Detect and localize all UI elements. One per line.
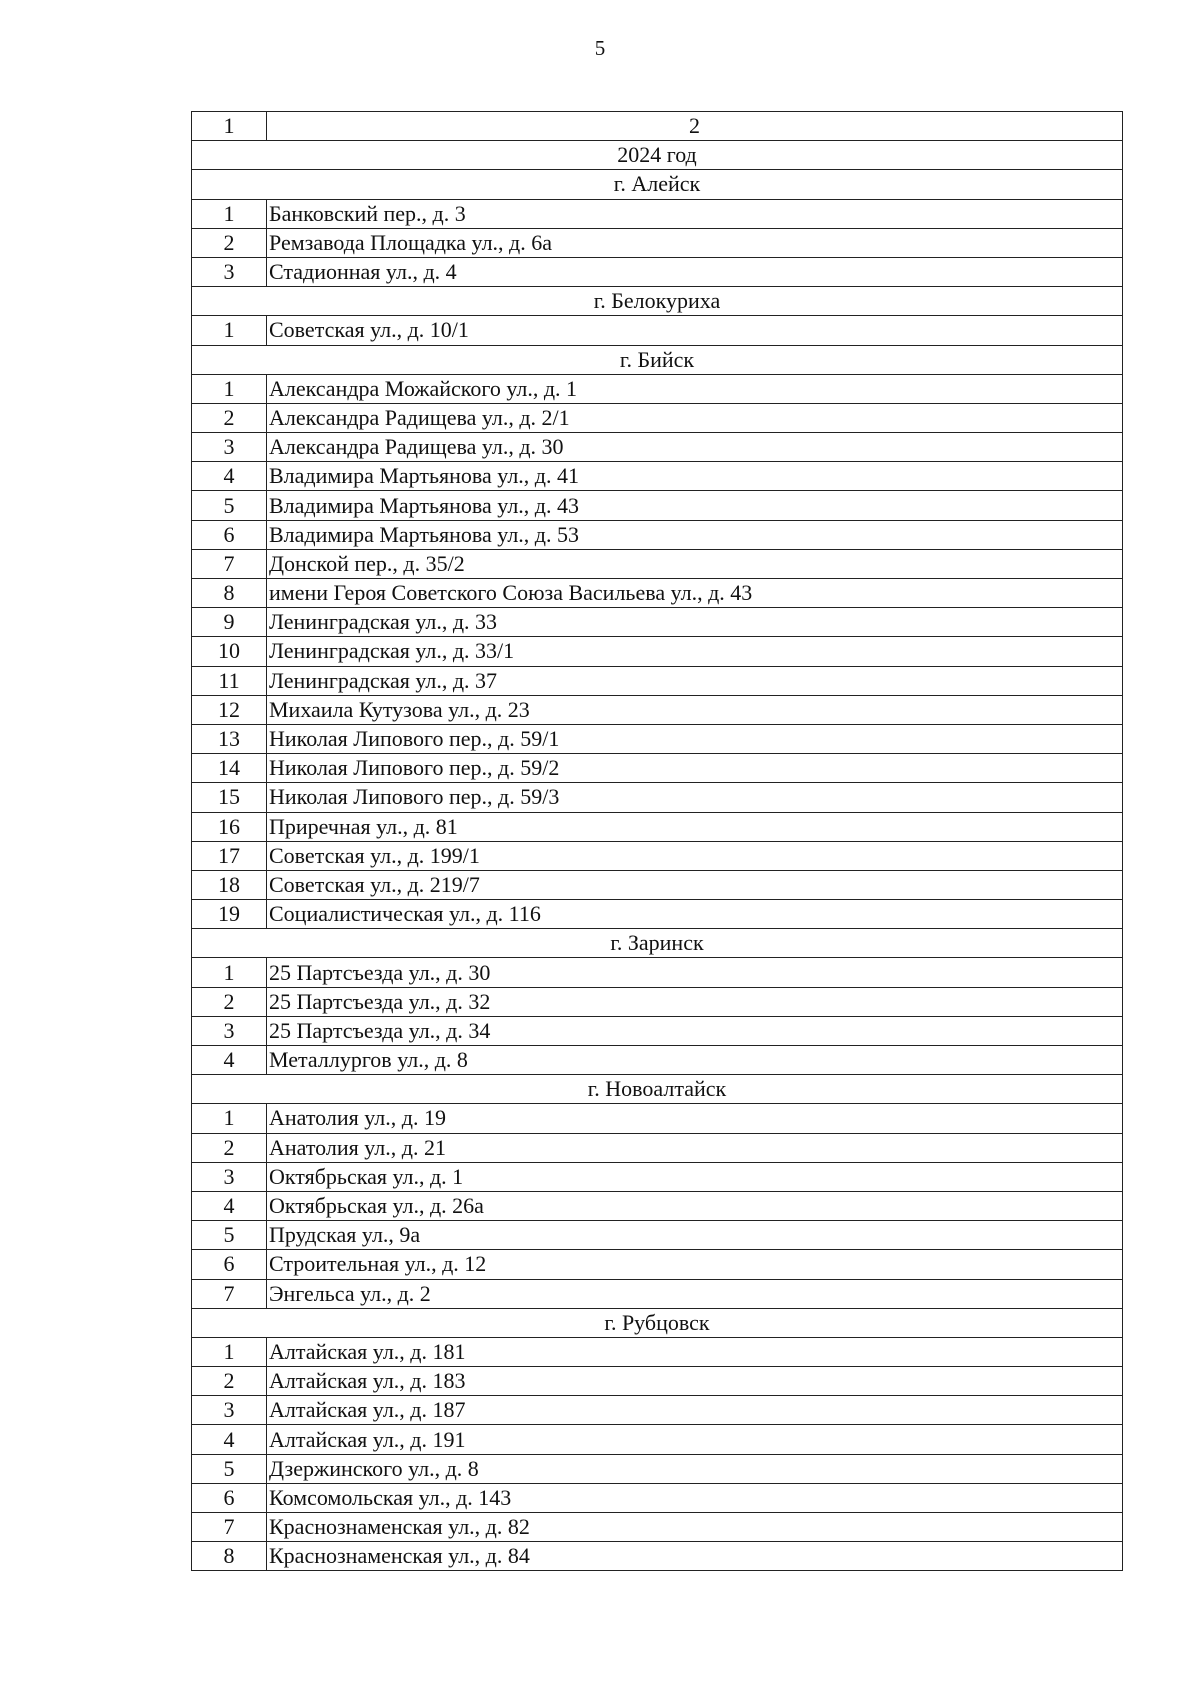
row-number: 5: [192, 1454, 267, 1483]
address-cell: Владимира Мартьянова ул., д. 43: [267, 491, 1123, 520]
row-number: 9: [192, 608, 267, 637]
address-cell: Социалистическая ул., д. 116: [267, 900, 1123, 929]
row-number: 4: [192, 1191, 267, 1220]
address-cell: Ремзавода Площадка ул., д. 6а: [267, 228, 1123, 257]
table-row: [192, 1425, 1123, 1454]
address-cell: Комсомольская ул., д. 143: [267, 1483, 1123, 1512]
table-row: [192, 549, 1123, 578]
address-cell: Металлургов ул., д. 8: [267, 1046, 1123, 1075]
address-cell: Октябрьская ул., д. 26а: [267, 1191, 1123, 1220]
address-cell: Анатолия ул., д. 21: [267, 1133, 1123, 1162]
address-cell: Николая Липового пер., д. 59/1: [267, 724, 1123, 753]
table-row: [192, 491, 1123, 520]
page-number: 5: [594, 36, 606, 60]
address-cell: 25 Партсъезда ул., д. 30: [267, 958, 1123, 987]
row-number: 1: [192, 958, 267, 987]
row-number: 5: [192, 1221, 267, 1250]
row-number: 11: [192, 666, 267, 695]
table-row: [192, 462, 1123, 491]
table-row: [192, 754, 1123, 783]
row-number: 6: [192, 520, 267, 549]
address-cell: Банковский пер., д. 3: [267, 199, 1123, 228]
row-number: 14: [192, 754, 267, 783]
table-row: [192, 1104, 1123, 1133]
city-section-row: [192, 345, 1123, 374]
address-cell: Николая Липового пер., д. 59/3: [267, 783, 1123, 812]
table-row: [192, 666, 1123, 695]
city-heading: г. Бийск: [192, 345, 1123, 374]
table-row: [192, 433, 1123, 462]
address-cell: Строительная ул., д. 12: [267, 1250, 1123, 1279]
city-section-row: [192, 1308, 1123, 1337]
column-number-row: [192, 112, 1123, 141]
table-row: [192, 637, 1123, 666]
row-number: 12: [192, 695, 267, 724]
address-cell: Октябрьская ул., д. 1: [267, 1162, 1123, 1191]
address-cell: Николая Липового пер., д. 59/2: [267, 754, 1123, 783]
address-cell: 25 Партсъезда ул., д. 32: [267, 987, 1123, 1016]
table-row: [192, 987, 1123, 1016]
address-cell: Приречная ул., д. 81: [267, 812, 1123, 841]
row-number: 2: [192, 987, 267, 1016]
row-number: 16: [192, 812, 267, 841]
address-table: [191, 111, 1123, 1571]
address-cell: имени Героя Советского Союза Васильева ул., д. 43: [267, 579, 1123, 608]
address-cell: Владимира Мартьянова ул., д. 41: [267, 462, 1123, 491]
address-cell: Донской пер., д. 35/2: [267, 549, 1123, 578]
address-cell: Александра Радищева ул., д. 2/1: [267, 403, 1123, 432]
city-section-row: [192, 1075, 1123, 1104]
table-row: [192, 783, 1123, 812]
address-table-body: [192, 112, 1123, 1571]
address-cell: Анатолия ул., д. 19: [267, 1104, 1123, 1133]
table-row: [192, 958, 1123, 987]
row-number: 2: [192, 228, 267, 257]
address-cell: Михаила Кутузова ул., д. 23: [267, 695, 1123, 724]
row-number: 2: [192, 1367, 267, 1396]
year-row: [192, 141, 1123, 170]
row-number: 7: [192, 1513, 267, 1542]
row-number: 6: [192, 1483, 267, 1512]
address-cell: Владимира Мартьянова ул., д. 53: [267, 520, 1123, 549]
table-row: [192, 812, 1123, 841]
year-heading: 2024 год: [192, 141, 1123, 170]
address-cell: Ленинградская ул., д. 33: [267, 608, 1123, 637]
table-row: [192, 1046, 1123, 1075]
row-number: 6: [192, 1250, 267, 1279]
address-cell: Дзержинского ул., д. 8: [267, 1454, 1123, 1483]
city-heading: г. Алейск: [192, 170, 1123, 199]
address-cell: 25 Партсъезда ул., д. 34: [267, 1016, 1123, 1045]
table-row: [192, 1337, 1123, 1366]
address-cell: Энгельса ул., д. 2: [267, 1279, 1123, 1308]
table-row: [192, 724, 1123, 753]
row-number: 3: [192, 257, 267, 286]
address-cell: Александра Можайского ул., д. 1: [267, 374, 1123, 403]
row-number: 1: [192, 199, 267, 228]
table-row: [192, 1367, 1123, 1396]
table-row: [192, 1279, 1123, 1308]
city-heading: г. Заринск: [192, 929, 1123, 958]
address-cell: Алтайская ул., д. 187: [267, 1396, 1123, 1425]
table-row: [192, 870, 1123, 899]
table-row: [192, 695, 1123, 724]
address-cell: Алтайская ул., д. 191: [267, 1425, 1123, 1454]
table-row: [192, 1221, 1123, 1250]
table-row: [192, 608, 1123, 637]
table-row: [192, 1191, 1123, 1220]
column-number-2: 2: [267, 112, 1123, 141]
address-cell: Советская ул., д. 10/1: [267, 316, 1123, 345]
row-number: 10: [192, 637, 267, 666]
table-row: [192, 1396, 1123, 1425]
table-row: [192, 1542, 1123, 1571]
row-number: 18: [192, 870, 267, 899]
row-number: 17: [192, 841, 267, 870]
address-cell: Краснознаменская ул., д. 82: [267, 1513, 1123, 1542]
row-number: 7: [192, 1279, 267, 1308]
address-cell: Стадионная ул., д. 4: [267, 257, 1123, 286]
city-heading: г. Рубцовск: [192, 1308, 1123, 1337]
city-heading: г. Белокуриха: [192, 287, 1123, 316]
row-number: 19: [192, 900, 267, 929]
table-row: [192, 1016, 1123, 1045]
table-row: [192, 520, 1123, 549]
table-row: [192, 579, 1123, 608]
address-cell: Ленинградская ул., д. 37: [267, 666, 1123, 695]
table-row: [192, 1513, 1123, 1542]
table-row: [192, 1250, 1123, 1279]
table-row: [192, 403, 1123, 432]
table-row: [192, 1483, 1123, 1512]
table-row: [192, 374, 1123, 403]
column-number-1: 1: [192, 112, 267, 141]
row-number: 2: [192, 403, 267, 432]
row-number: 1: [192, 316, 267, 345]
row-number: 1: [192, 1104, 267, 1133]
address-cell: Советская ул., д. 219/7: [267, 870, 1123, 899]
address-cell: Краснознаменская ул., д. 84: [267, 1542, 1123, 1571]
row-number: 13: [192, 724, 267, 753]
row-number: 1: [192, 374, 267, 403]
address-cell: Александра Радищева ул., д. 30: [267, 433, 1123, 462]
table-row: [192, 900, 1123, 929]
row-number: 1: [192, 1337, 267, 1366]
table-row: [192, 257, 1123, 286]
row-number: 3: [192, 433, 267, 462]
table-row: [192, 1162, 1123, 1191]
address-cell: Прудская ул., 9а: [267, 1221, 1123, 1250]
city-section-row: [192, 170, 1123, 199]
table-row: [192, 228, 1123, 257]
row-number: 4: [192, 1046, 267, 1075]
table-row: [192, 841, 1123, 870]
table-row: [192, 316, 1123, 345]
row-number: 4: [192, 462, 267, 491]
address-cell: Алтайская ул., д. 183: [267, 1367, 1123, 1396]
table-row: [192, 1133, 1123, 1162]
city-section-row: [192, 287, 1123, 316]
row-number: 3: [192, 1396, 267, 1425]
address-cell: Ленинградская ул., д. 33/1: [267, 637, 1123, 666]
row-number: 8: [192, 1542, 267, 1571]
row-number: 15: [192, 783, 267, 812]
row-number: 5: [192, 491, 267, 520]
row-number: 4: [192, 1425, 267, 1454]
address-cell: Алтайская ул., д. 181: [267, 1337, 1123, 1366]
city-heading: г. Новоалтайск: [192, 1075, 1123, 1104]
row-number: 2: [192, 1133, 267, 1162]
address-cell: Советская ул., д. 199/1: [267, 841, 1123, 870]
table-row: [192, 1454, 1123, 1483]
row-number: 7: [192, 549, 267, 578]
row-number: 3: [192, 1016, 267, 1045]
row-number: 8: [192, 579, 267, 608]
city-section-row: [192, 929, 1123, 958]
table-row: [192, 199, 1123, 228]
row-number: 3: [192, 1162, 267, 1191]
